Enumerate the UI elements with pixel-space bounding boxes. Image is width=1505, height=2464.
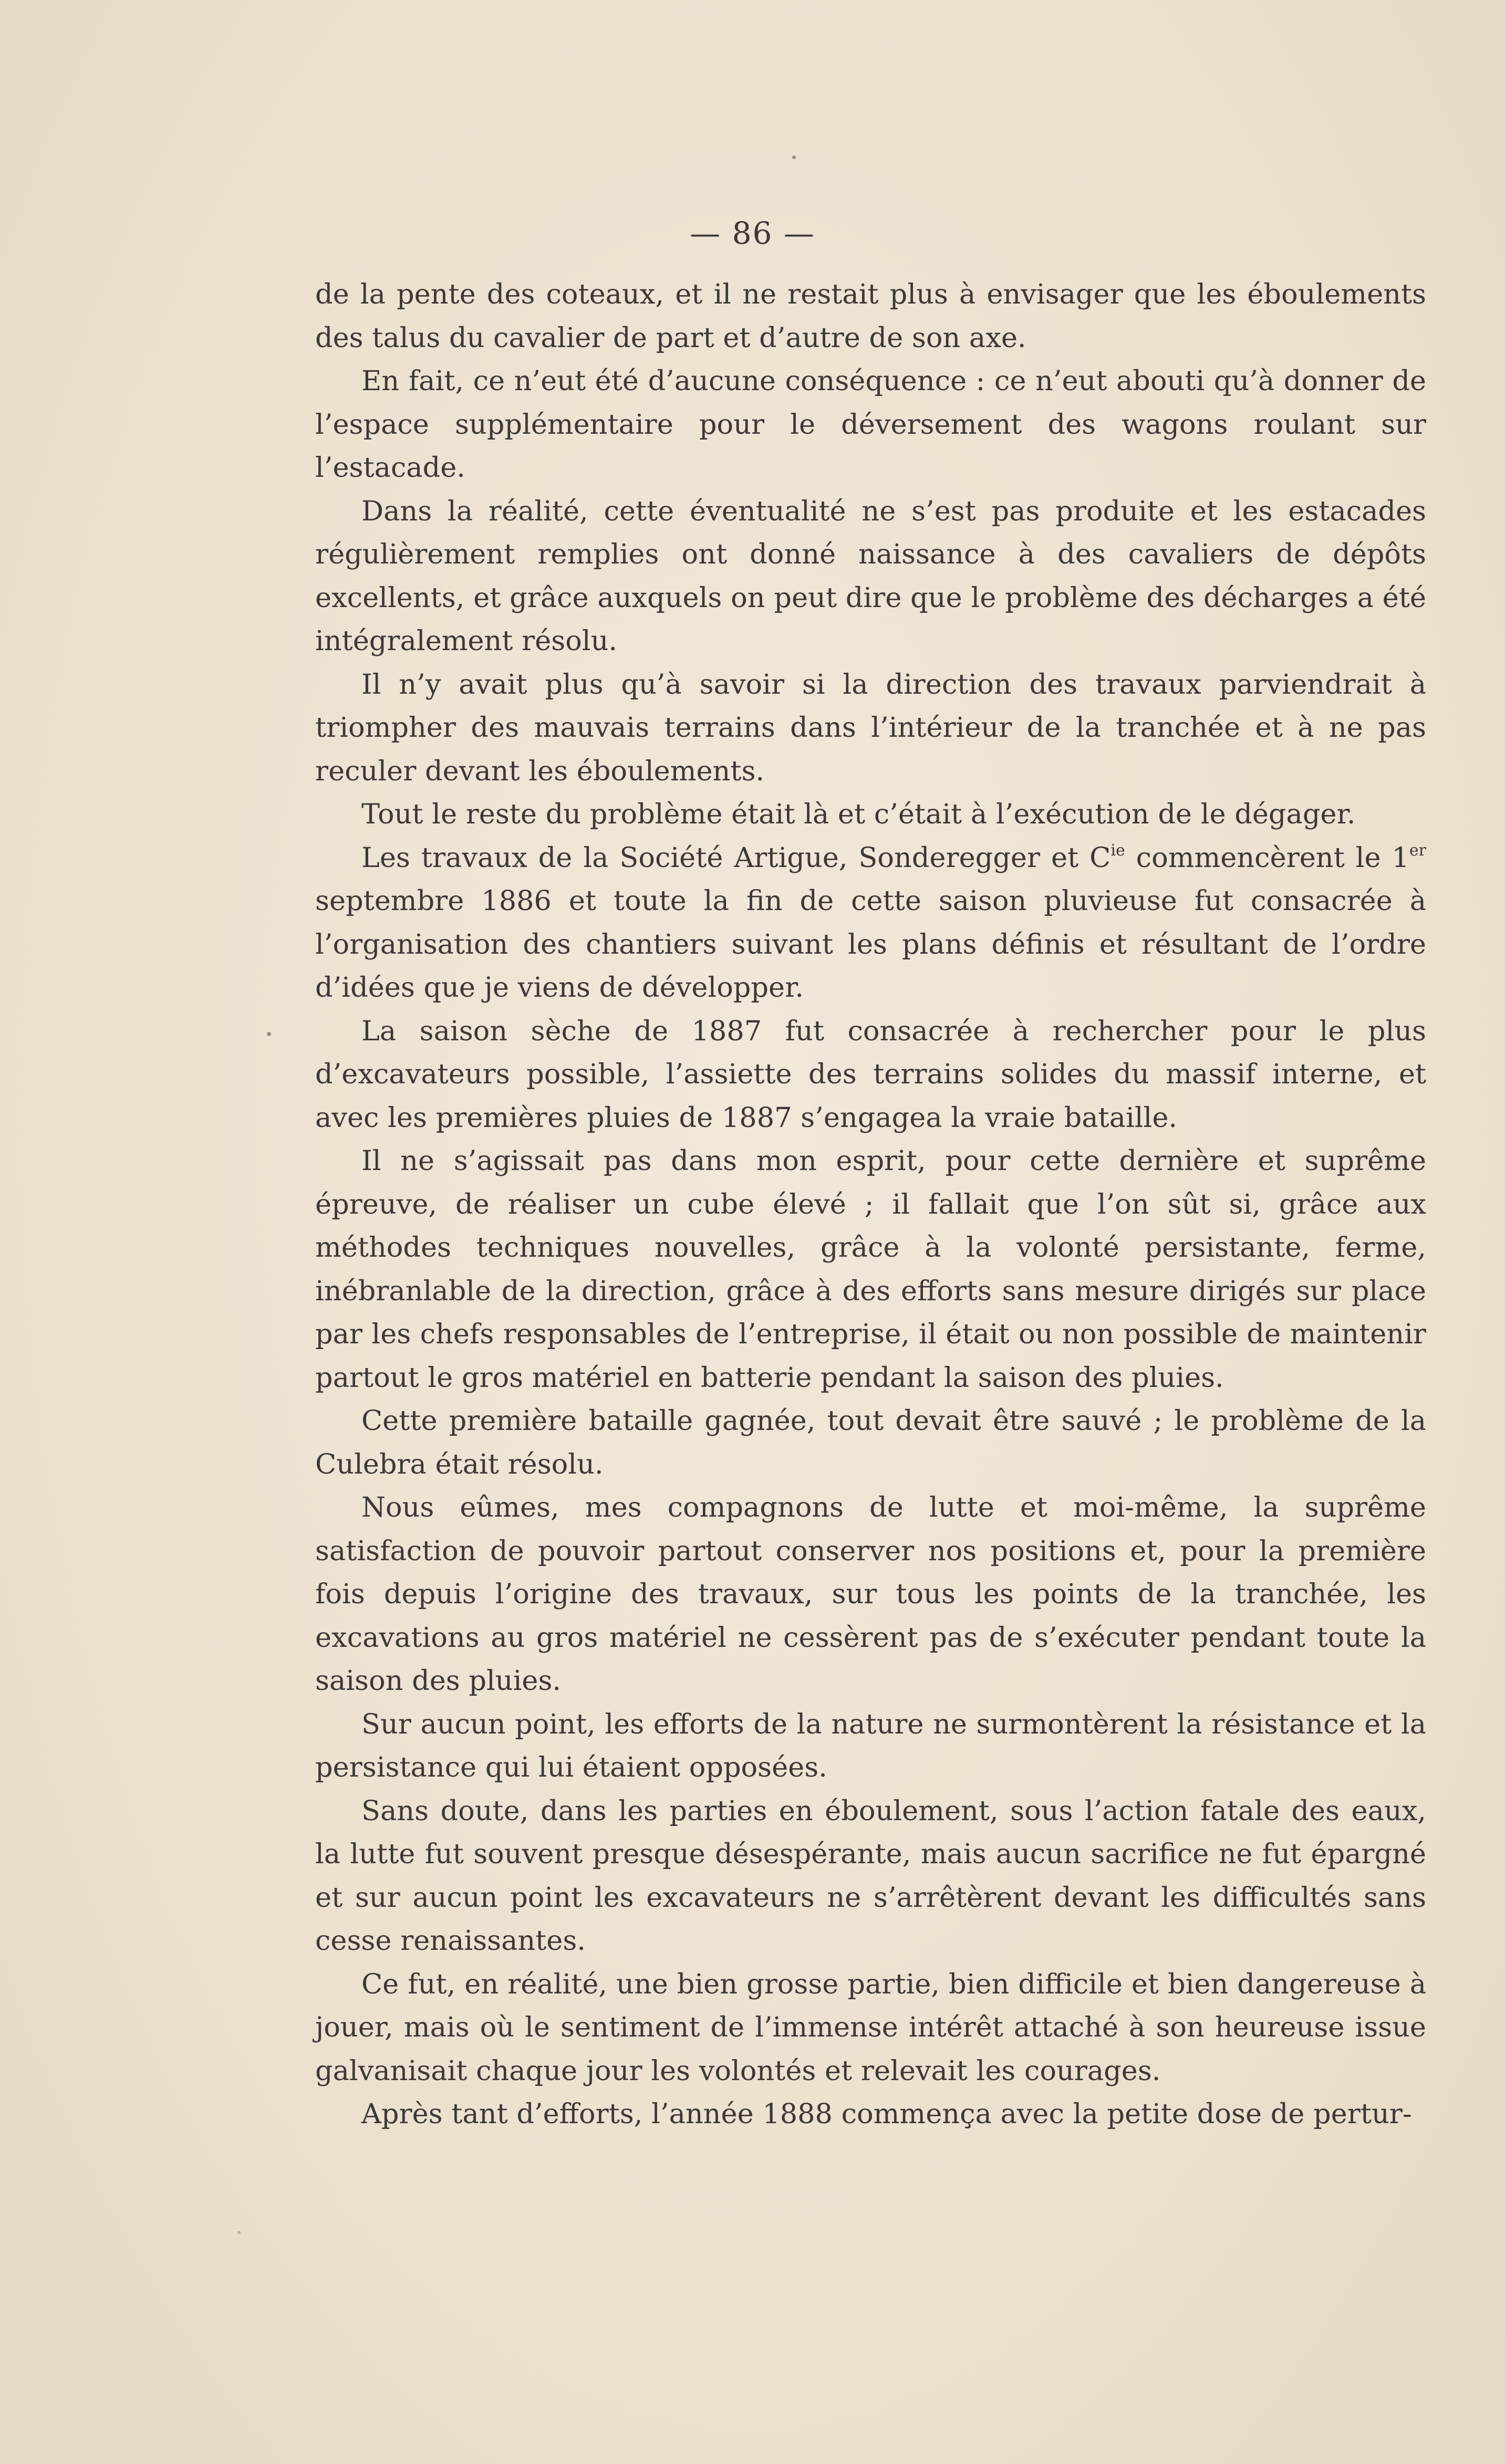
paragraph-6-part-1: Les travaux de la Société Artigue, Sonderegger et C bbox=[361, 841, 1111, 874]
paragraph-6-part-3: septembre 1886 et toute la fin de cette saison pluvieuse fut consacrée à l’organisation des chantiers suivant les plans définis et résultant de l’ordre d’idées que je viens de développer. bbox=[315, 885, 1426, 1004]
paragraph-6-part-2: commencèrent le 1 bbox=[1125, 841, 1409, 874]
paragraph-12: Sans doute, dans les parties en éboulement, sous l’action fatale des eaux, la lutte fut souvent presque désespérante, mais aucun sacrifice ne fut épargné et sur aucun point les excavateurs ne s’arrêtèrent devant les difficultés sans cesse renaissantes. bbox=[315, 1794, 1426, 1957]
paragraph-14: Après tant d’efforts, l’année 1888 commença avec la petite dose de pertur- bbox=[361, 2098, 1412, 2130]
paragraph-4: Il n’y avait plus qu’à savoir si la direction des travaux parviendrait à triompher des mauvais terrains dans l’intérieur de la tranchée et à ne pas reculer devant les éboulements. bbox=[315, 668, 1426, 787]
paragraph-13: Ce fut, en réalité, une bien grosse partie, bien difficile et bien dangereuse à jouer, mais où le sentiment de l’immense intérêt attaché à son heureuse issue galvanisait chaque jour les volontés et relevait les courages. bbox=[315, 1968, 1426, 2087]
paragraph-3: Dans la réalité, cette éventualité ne s’est pas produite et les estacades régulièrement remplies ont donné naissance à des cavaliers de dépôts excellents, et grâce auxquels on peut dire que le problème des décharges a été intégralement résolu. bbox=[315, 495, 1426, 657]
paragraph-9: Cette première bataille gagnée, tout devait être sauvé ; le problème de la Culebra était résolu. bbox=[315, 1405, 1426, 1480]
body-text bbox=[315, 273, 1426, 2136]
paragraph-11: Sur aucun point, les efforts de la nature ne surmontèrent la résistance et la persistance qui lui étaient opposées. bbox=[315, 1708, 1426, 1783]
paragraph-8: Il ne s’agissait pas dans mon esprit, pour cette dernière et suprême épreuve, de réaliser un cube élevé ; il fallait que l’on sût si, grâce aux méthodes techniques nouvelles, grâce à la volonté persistante, ferme, inébranlable de la direction, grâce à des efforts sans mesure dirigés sur place par les chefs responsables de l’entreprise, il était ou non possible de maintenir partout le gros matériel en batterie pendant la saison des pluies. bbox=[315, 1145, 1426, 1394]
scan-speck bbox=[267, 1032, 271, 1036]
paragraph-1: de la pente des coteaux, et il ne restait plus à envisager que les éboulements des talus du cavalier de part et d’autre de son axe. bbox=[315, 278, 1426, 354]
superscript-cie: ie bbox=[1110, 841, 1125, 860]
paragraph-6 bbox=[315, 837, 1426, 1010]
paragraph-5: Tout le reste du problème était là et c’était à l’exécution de le dégager. bbox=[361, 798, 1356, 830]
superscript-er: er bbox=[1409, 841, 1427, 860]
scan-speck bbox=[237, 2231, 241, 2234]
page-number: — 86 — bbox=[690, 215, 815, 251]
paragraph-7: La saison sèche de 1887 fut consacrée à rechercher pour le plus d’excavateurs possible, l’assiette des terrains solides du massif interne, et avec les premières pluies de 1887 s’engagea la vraie bataille. bbox=[315, 1015, 1426, 1134]
scan-speck bbox=[792, 155, 796, 159]
paragraph-2: En fait, ce n’eut été d’aucune conséquence : ce n’eut abouti qu’à donner de l’espace supplémentaire pour le déversement des wagons roulant sur l’estacade. bbox=[315, 365, 1426, 484]
paragraph-10: Nous eûmes, mes compagnons de lutte et moi-même, la suprême satisfaction de pouvoir partout conserver nos positions et, pour la première fois depuis l’origine des travaux, sur tous les points de la tranchée, les excavations au gros matériel ne cessèrent pas de s’exécuter pendant toute la saison des pluies. bbox=[315, 1491, 1426, 1697]
